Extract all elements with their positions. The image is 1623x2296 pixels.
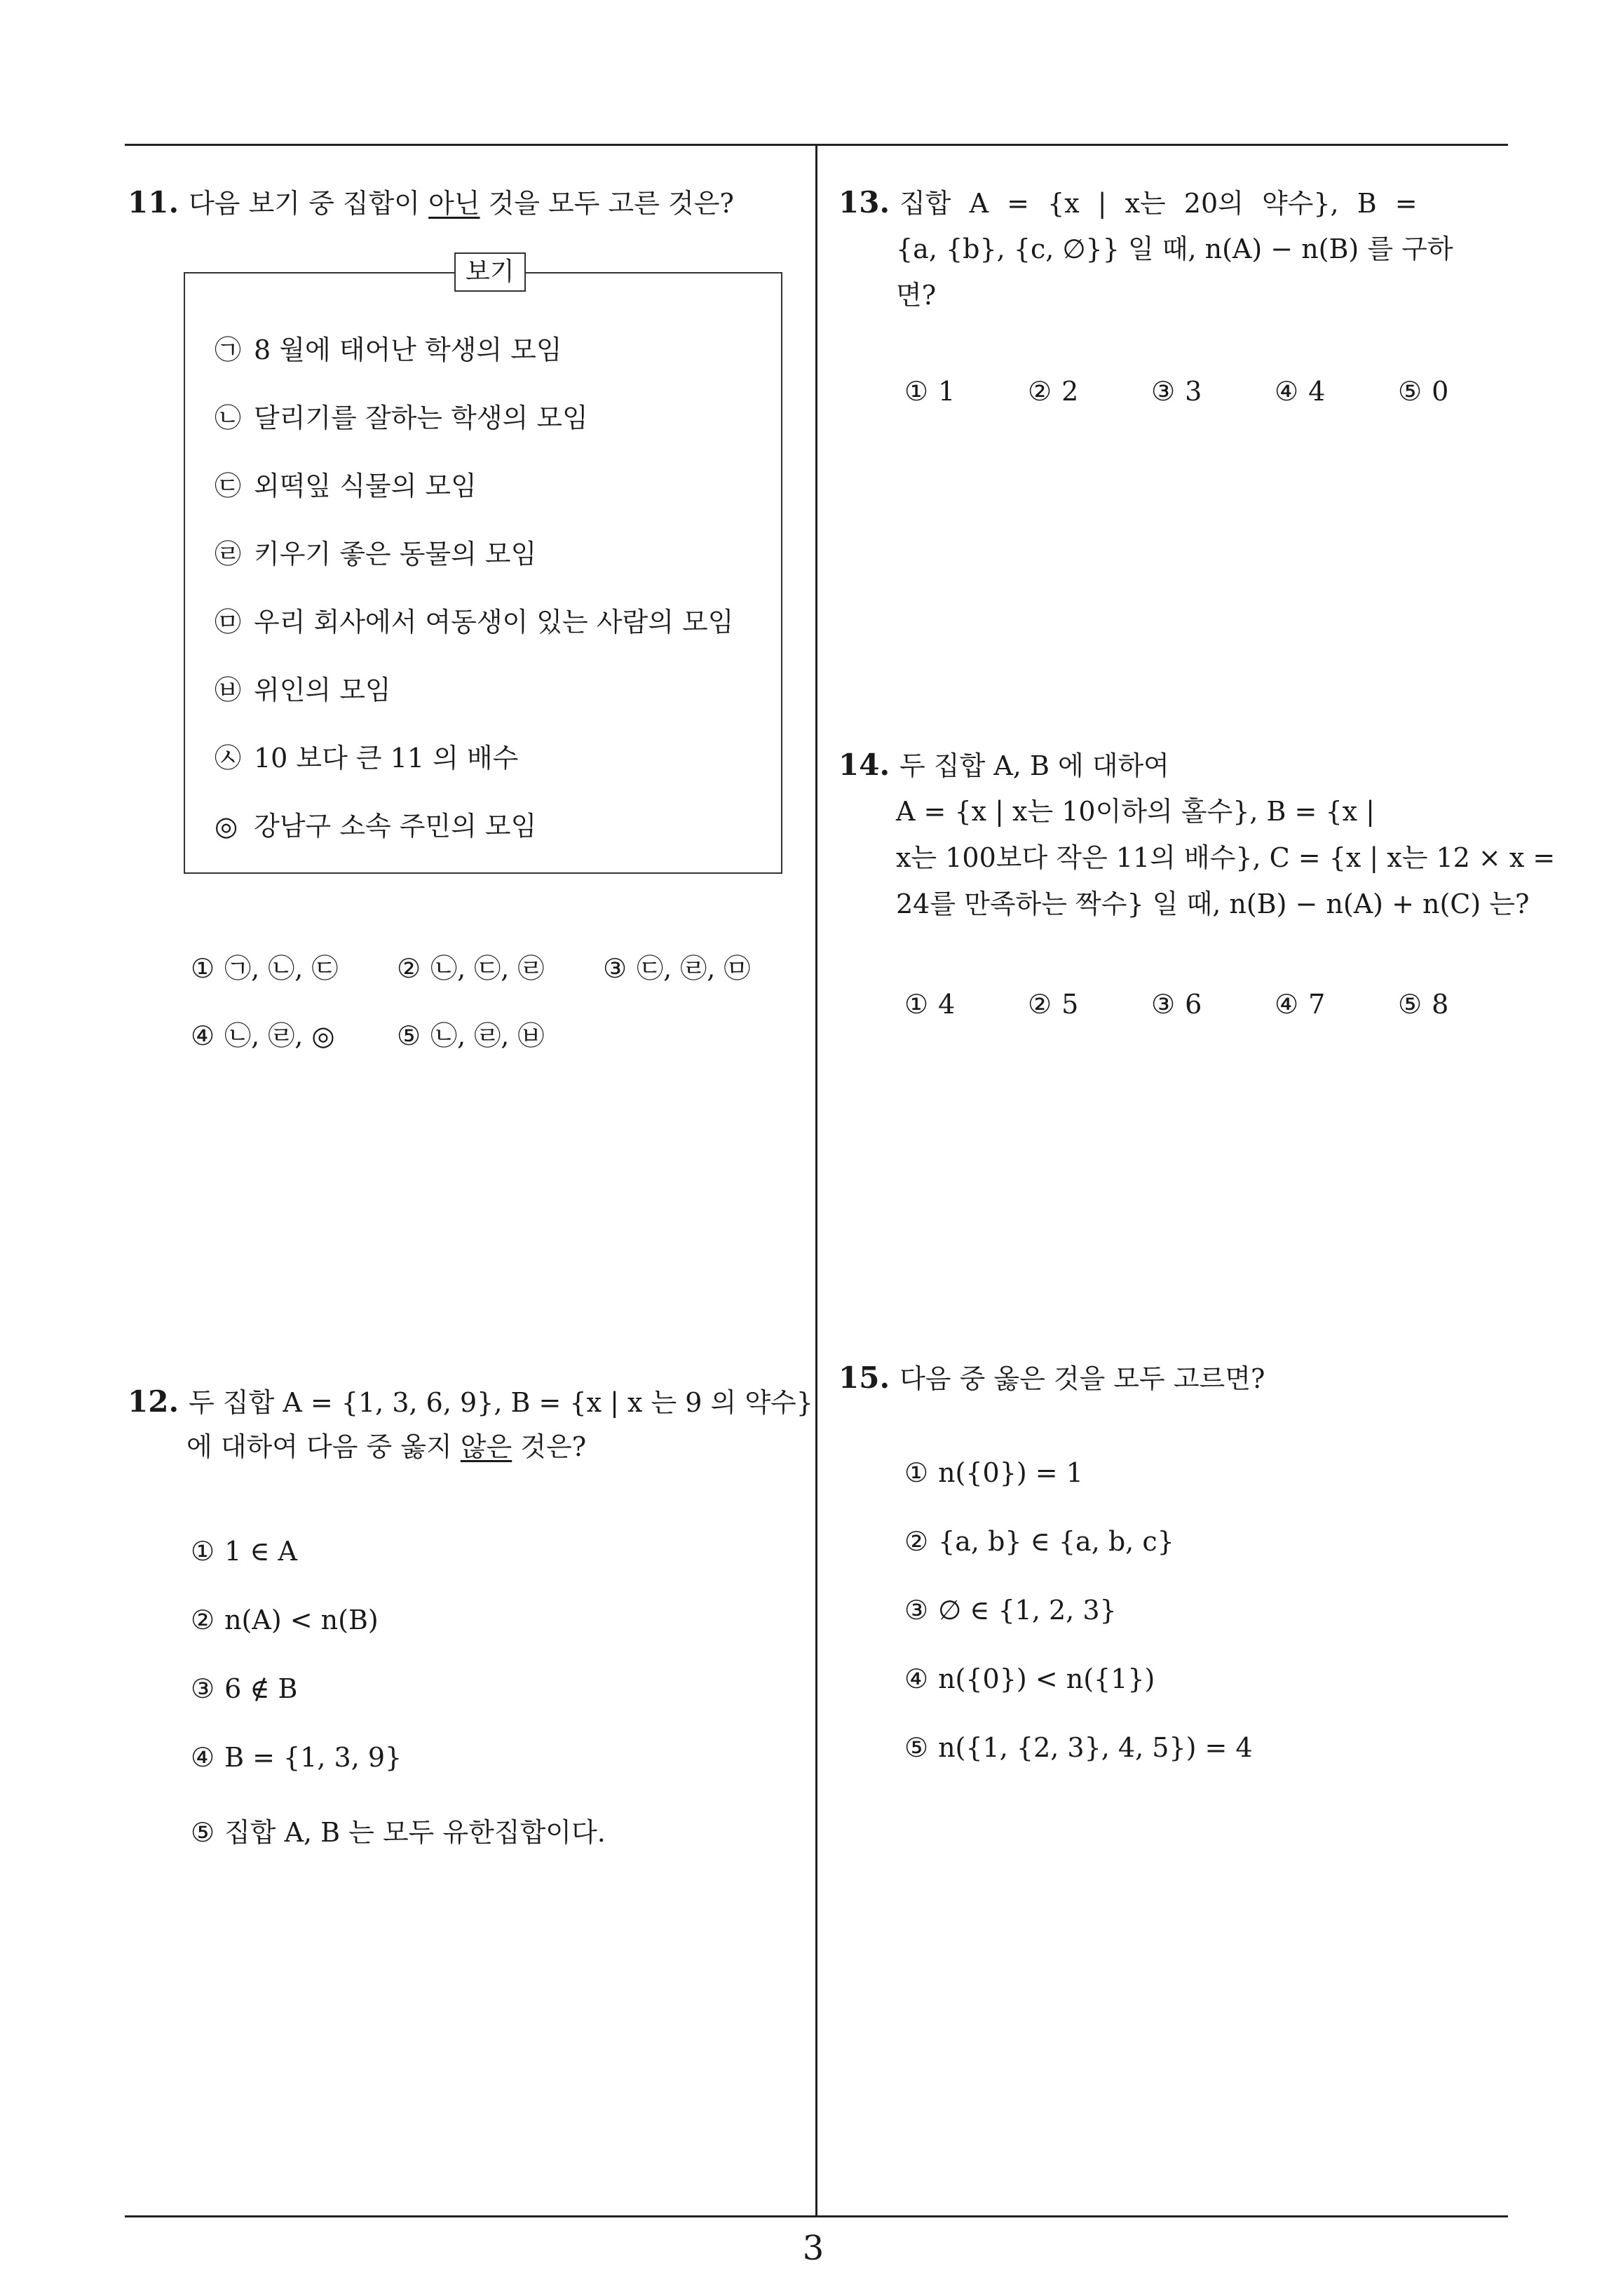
question-14 xyxy=(838,742,1169,789)
question-12 xyxy=(128,1379,813,1426)
question-number: 14. xyxy=(838,748,890,782)
box-item: ㉤ 우리 회사에서 여동생이 있는 사람의 모임 xyxy=(215,607,734,637)
answer-option[interactable]: ③ 3 xyxy=(1151,376,1202,407)
answer-option[interactable]: ④ n({0}) < n({1}) xyxy=(904,1663,1155,1694)
answer-option[interactable]: ② 2 xyxy=(1028,376,1079,407)
answer-option[interactable]: ⑤ 8 xyxy=(1398,989,1449,1020)
box-item: ㉣ 키우기 좋은 동물의 모임 xyxy=(215,539,537,569)
box-item: ㉠ 8 월에 태어난 학생의 모임 xyxy=(215,335,562,365)
answer-option[interactable]: ⑤ ㉡, ㉣, ㉥ xyxy=(397,1020,545,1051)
answer-option[interactable]: ① 1 ∈ A xyxy=(191,1536,297,1567)
box-item: ㉥ 위인의 모임 xyxy=(215,675,391,705)
answer-option[interactable]: ④ 7 xyxy=(1275,989,1326,1020)
answer-option[interactable]: ④ ㉡, ㉣, ◎ xyxy=(191,1020,335,1051)
question-13-line2: {a, {b}, {c, ∅}} 일 때, n(A) − n(B) 를 구하 xyxy=(896,234,1453,264)
answer-option[interactable]: ③ 6 xyxy=(1151,989,1202,1020)
question-12-line2: 에 대하여 다음 중 옳지 않은 것은? xyxy=(186,1431,587,1462)
question-number: 15. xyxy=(838,1360,890,1395)
answer-option[interactable]: ④ 4 xyxy=(1275,376,1326,407)
question-text-end: 것을 모두 고른 것은? xyxy=(480,188,734,219)
question-text: 다음 보기 중 집합이 xyxy=(189,188,429,219)
question-14-line4: 24를 만족하는 짝수} 일 때, n(B) − n(A) + n(C) 는? xyxy=(896,889,1530,919)
box-item: ◎ 강남구 소속 주민의 모임 xyxy=(215,811,537,842)
box-item: ㉡ 달리기를 잘하는 학생의 모임 xyxy=(215,403,588,433)
answer-option[interactable]: ③ 6 ∉ B xyxy=(191,1673,298,1704)
box-item: ㉦ 10 보다 큰 11 의 배수 xyxy=(215,743,519,774)
underlined-word: 않은 xyxy=(460,1431,512,1462)
column-divider xyxy=(815,144,817,2217)
question-13-line3: 면? xyxy=(896,280,937,311)
question-13 xyxy=(838,180,1418,227)
bottom-rule xyxy=(125,2215,1508,2217)
question-number: 12. xyxy=(128,1384,179,1419)
question-text: 집합 A = {x | x는 20의 약수}, B = xyxy=(899,188,1418,219)
answer-option[interactable]: ① n({0}) = 1 xyxy=(904,1457,1083,1488)
answer-option[interactable]: ④ B = {1, 3, 9} xyxy=(191,1742,402,1773)
answer-option[interactable]: ⑤ n({1, {2, 3}, 4, 5}) = 4 xyxy=(904,1732,1253,1763)
question-text: 다음 중 옳은 것을 모두 고르면? xyxy=(899,1363,1265,1394)
question-11 xyxy=(128,180,734,227)
answer-option[interactable]: ② ㉡, ㉢, ㉣ xyxy=(397,953,545,984)
answer-option[interactable]: ② {a, b} ∈ {a, b, c} xyxy=(904,1526,1174,1557)
answer-option[interactable]: ⑤ 집합 A, B 는 모두 유한집합이다. xyxy=(191,1817,606,1848)
answer-option[interactable]: ③ ∅ ∈ {1, 2, 3} xyxy=(904,1595,1117,1626)
answer-option[interactable]: ② 5 xyxy=(1028,989,1079,1020)
box-item: ㉢ 외떡잎 식물의 모임 xyxy=(215,471,477,501)
answer-option[interactable]: ⑤ 0 xyxy=(1398,376,1449,407)
answer-option[interactable]: ② n(A) < n(B) xyxy=(191,1605,379,1635)
question-15 xyxy=(838,1355,1265,1402)
question-text: 두 집합 A = {1, 3, 6, 9}, B = {x | x 는 9 의 약수} xyxy=(189,1387,813,1418)
question-14-line3: x는 100보다 작은 11의 배수}, C = {x | x는 12 × x = xyxy=(896,842,1556,873)
question-text: 두 집합 A, B 에 대하여 xyxy=(899,750,1169,781)
page-number: 3 xyxy=(802,2229,824,2268)
example-box-title: 보기 xyxy=(454,252,526,292)
underlined-word: 아닌 xyxy=(428,188,480,219)
answer-option[interactable]: ① 4 xyxy=(904,989,956,1020)
answer-option[interactable]: ① 1 xyxy=(904,376,956,407)
answer-option[interactable]: ① ㉠, ㉡, ㉢ xyxy=(191,953,339,984)
question-14-line2: A = {x | x는 10이하의 홀수}, B = {x | xyxy=(896,796,1375,827)
question-number: 13. xyxy=(838,185,890,220)
question-number: 11. xyxy=(128,185,179,220)
answer-option[interactable]: ③ ㉢, ㉣, ㉤ xyxy=(603,953,751,984)
